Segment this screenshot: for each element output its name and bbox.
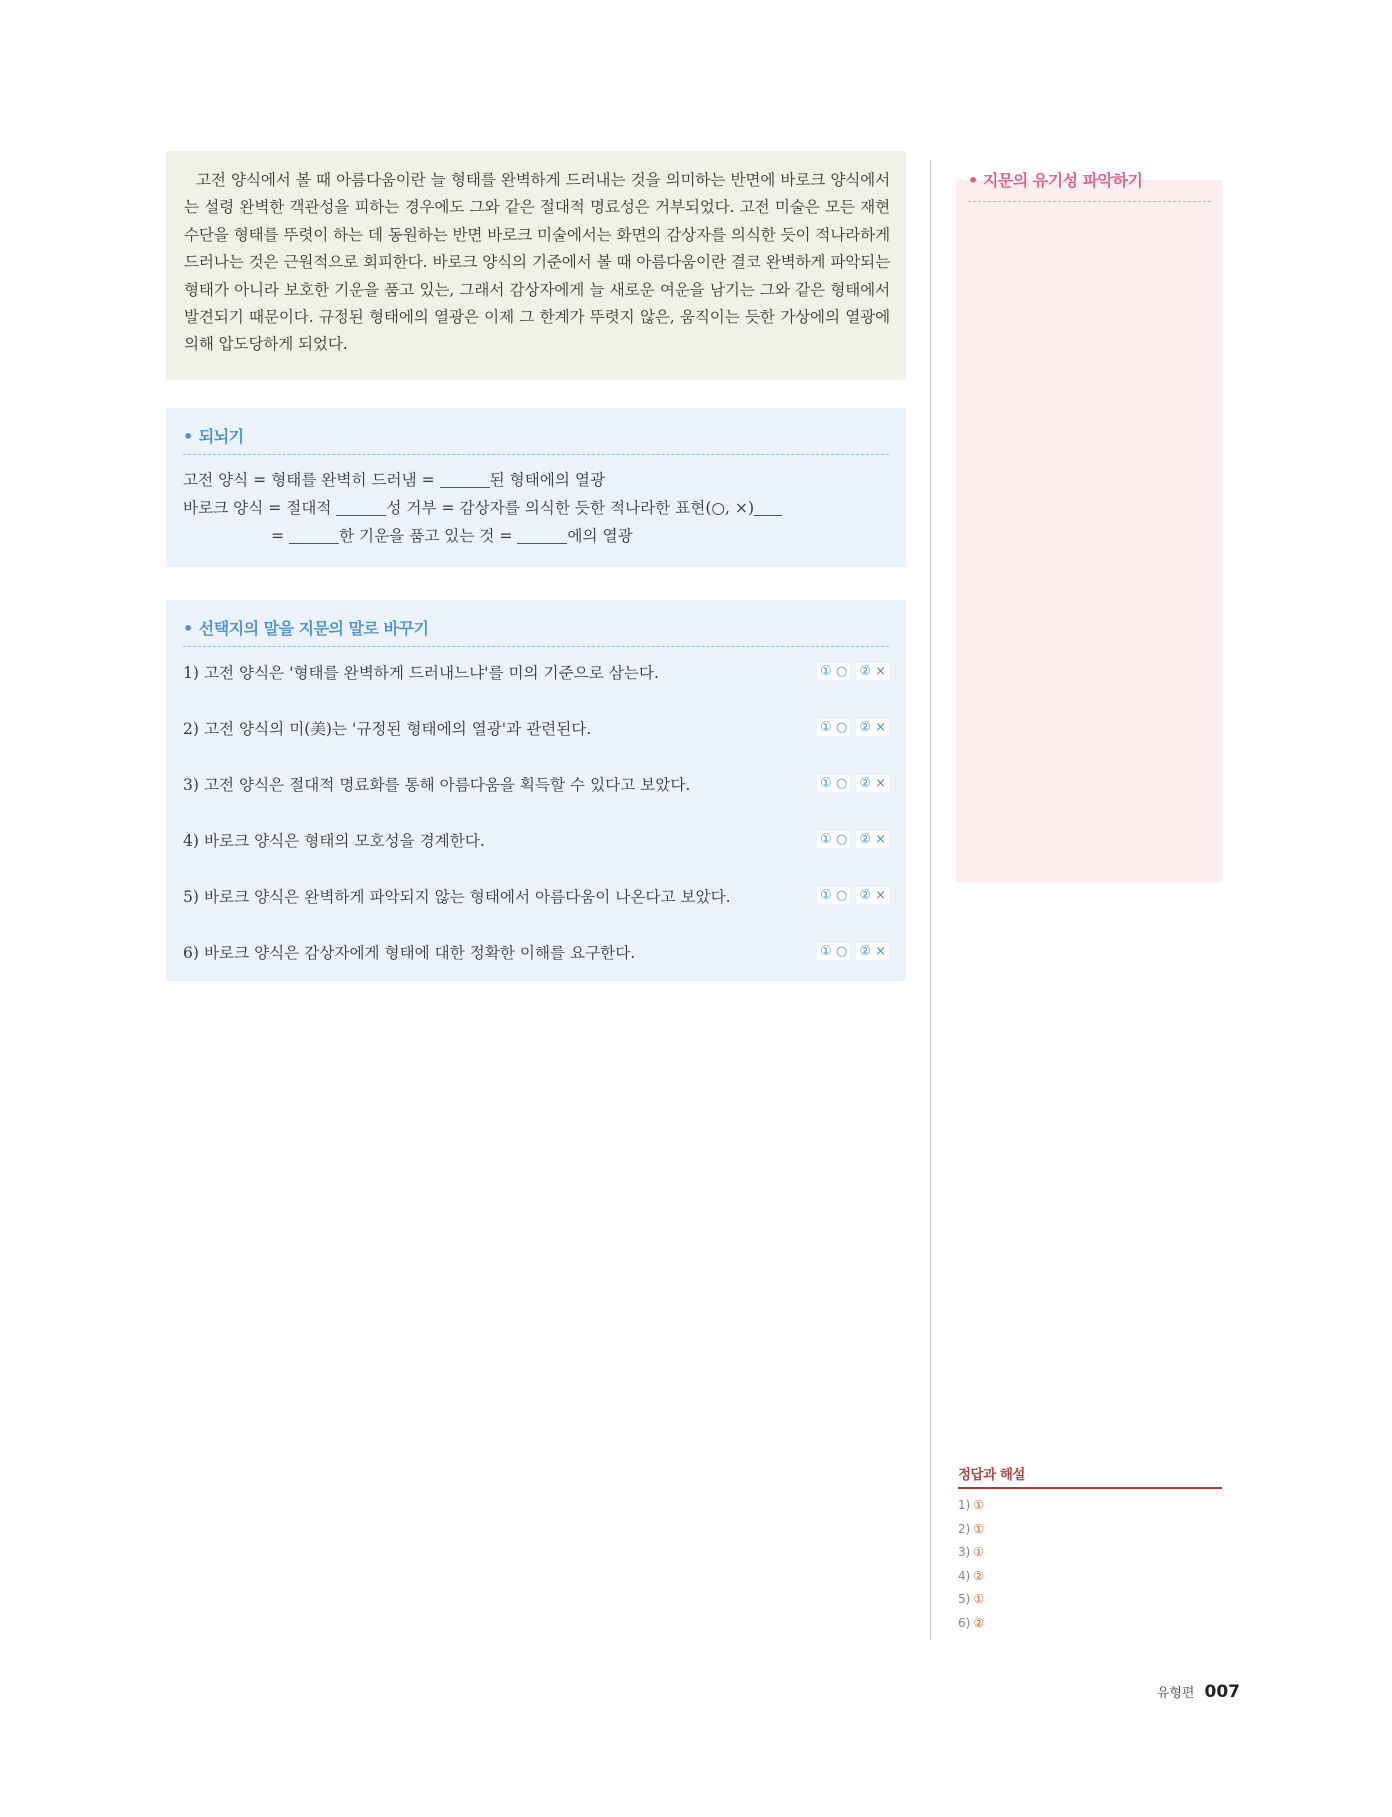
passage-text: 고전 양식에서 볼 때 아름다움이란 늘 형태를 완벽하게 드러내는 것을 의미하는 반면에 바로크 양식에서는 설령 완벽한 객관성을 피하는 경우에도 그와 같은 절대적 명료성은 거부되었다. 고전 미술은 모든 재현 수단을 형태를 뚜렷이 하는 데 동원하는 반면 바로크 미술에서는 화면의 감상자를 의식한 듯이 적나라하게 드러나는 것은 근원적으로 회피한다. 바로크 양식의 기준에서 볼 때 아름다움이란 결코 완벽하게 파악되는 형태가 아니라 보호한 기운을 품고 있는, 그래서 감상자에게 늘 새로운 여운을 남기는 그와 같은 형태에서 발견되기 때문이다. 규정된 형태에의 열광은 이제 그 한계가 뚜렷지 않은, 움직이는 듯한 가상에의 열광에 의해 압도당하게 되었다. xyxy=(184,171,890,354)
bullet-icon: • xyxy=(183,427,193,446)
option-x[interactable]: ② × xyxy=(856,887,889,904)
bullet-icon: • xyxy=(968,171,978,190)
section-label: 유형편 xyxy=(1156,1686,1195,1701)
option-o[interactable]: ① ○ xyxy=(817,943,850,960)
option-o[interactable]: ① ○ xyxy=(817,663,850,680)
option-o[interactable]: ① ○ xyxy=(817,775,850,792)
quiz-item: 3) 고전 양식은 절대적 명료화를 통해 아름다움을 획득할 수 있다고 보았다. ① ○ ② × xyxy=(183,759,889,815)
option-x[interactable]: ② × xyxy=(856,943,889,960)
quiz-item: 5) 바로크 양식은 완벽하게 파악되지 않는 형태에서 아름다움이 나온다고 보았다. ① ○ ② × xyxy=(183,871,889,927)
quiz-options xyxy=(811,664,889,679)
column-divider xyxy=(930,160,931,1640)
fill-blank[interactable] xyxy=(336,497,386,516)
answer-item: 3) ① xyxy=(958,1545,985,1559)
quiz-item: 1) 고전 양식은 '형태를 완벽하게 드러내느냐'를 미의 기준으로 삼는다. ① ○ ② × xyxy=(183,647,889,703)
sidebar-title: • 지문의 유기성 파악하기 xyxy=(968,168,1211,202)
passage-box xyxy=(166,151,906,380)
review-title: • 되뇌기 xyxy=(183,408,889,455)
quiz-item: 4) 바로크 양식은 형태의 모호성을 경계한다. ① ○ ② × xyxy=(183,815,889,871)
quiz-options xyxy=(811,888,889,903)
quiz-item: 6) 바로크 양식은 감상자에게 형태에 대한 정확한 이해를 요구한다. ① ○ ② × xyxy=(183,927,889,983)
answer-item: 5) ① xyxy=(958,1592,985,1606)
page-footer xyxy=(1157,1682,1240,1702)
quiz-title: • 선택지의 말을 지문의 말로 바꾸기 xyxy=(183,600,889,647)
option-o[interactable]: ① ○ xyxy=(817,831,850,848)
quiz-options xyxy=(811,776,889,791)
sidebar-notes-box xyxy=(956,180,1222,882)
answer-item: 1) ① xyxy=(958,1498,985,1512)
review-line-1: 고전 양식 = 형태를 완벽히 드러냄 = 된 형태에의 열광 xyxy=(183,471,606,489)
review-box xyxy=(166,408,906,567)
option-x[interactable]: ② × xyxy=(856,663,889,680)
quiz-options xyxy=(811,720,889,735)
answers-list xyxy=(958,1494,984,1635)
quiz-box xyxy=(166,600,906,981)
answers-title: 정답과 해설 xyxy=(958,1463,1222,1489)
review-line-2: 바로크 양식 = 절대적 성 거부 = 감상자를 의식한 듯한 적나라한 표현(○, ×) xyxy=(183,494,889,522)
page-number: 007 xyxy=(1204,1682,1240,1702)
quiz-options xyxy=(811,944,889,959)
fill-blank[interactable] xyxy=(517,525,567,544)
fill-blank[interactable] xyxy=(754,497,782,516)
option-x[interactable]: ② × xyxy=(856,719,889,736)
review-line-3: = 한 기운을 품고 있는 것 = 에의 열광 xyxy=(271,527,633,545)
option-o[interactable]: ① ○ xyxy=(817,719,850,736)
quiz-item: 2) 고전 양식의 미(美)는 '규정된 형태에의 열광'과 관련된다. ① ○ ② × xyxy=(183,703,889,759)
fill-blank[interactable] xyxy=(440,469,490,488)
option-x[interactable]: ② × xyxy=(856,775,889,792)
answer-item: 2) ① xyxy=(958,1521,985,1536)
bullet-icon: • xyxy=(183,619,193,638)
fill-blank[interactable] xyxy=(289,525,339,544)
answer-item: 4) ② xyxy=(958,1568,985,1583)
quiz-options xyxy=(811,832,889,847)
option-o[interactable]: ① ○ xyxy=(817,887,850,904)
option-x[interactable]: ② × xyxy=(856,831,889,848)
review-lines xyxy=(183,455,889,550)
answer-item: 6) ② xyxy=(958,1615,985,1630)
